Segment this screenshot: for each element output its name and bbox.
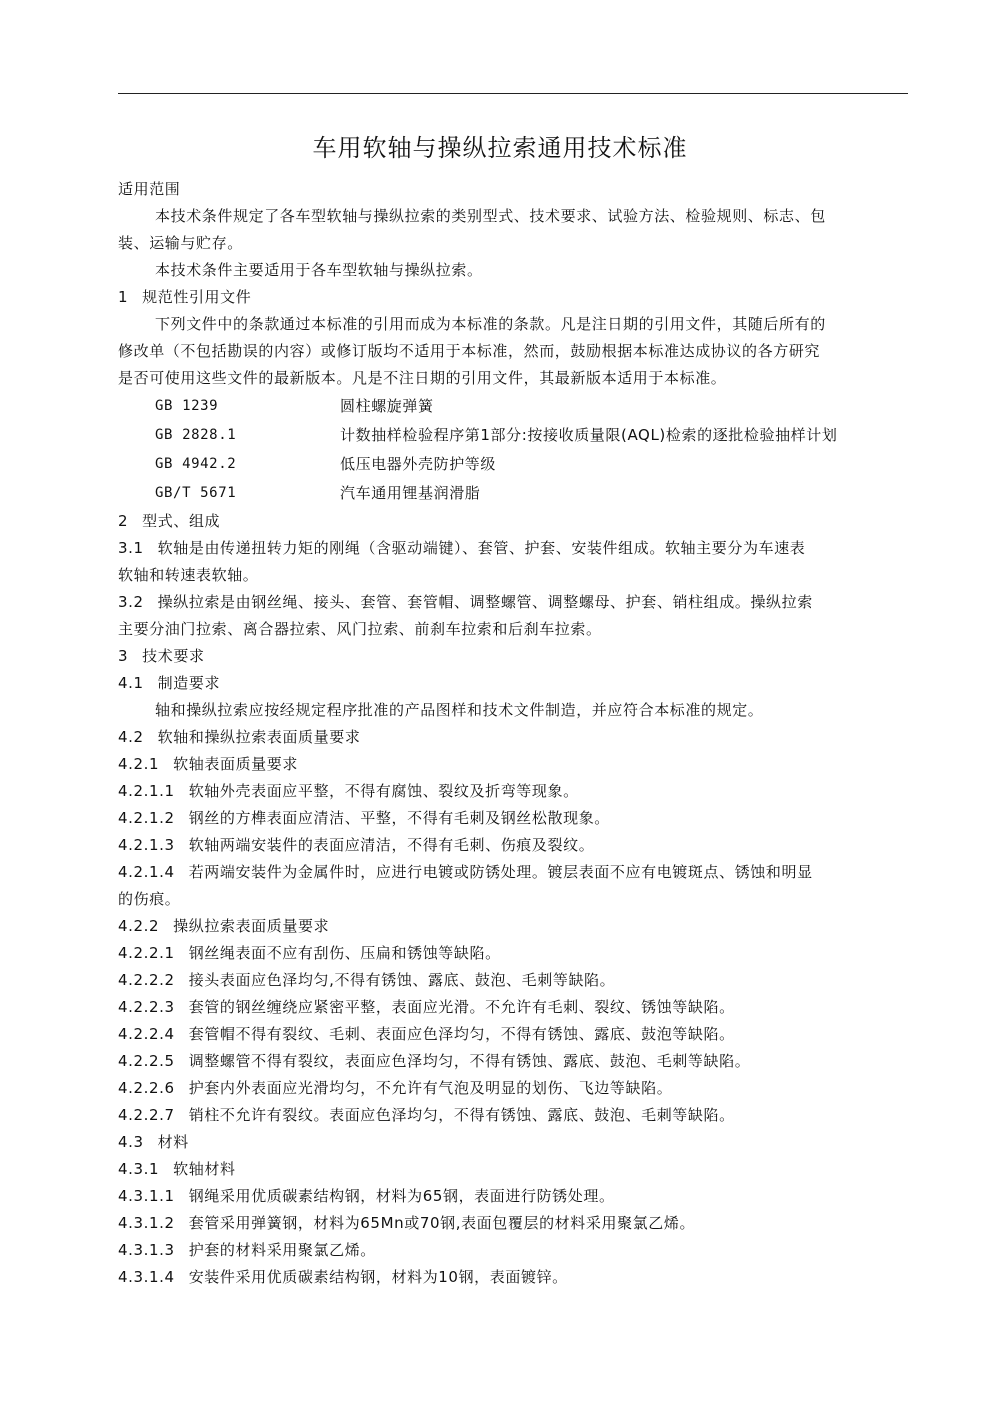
paragraph-line: 轴和操纵拉索应按经规定程序批准的产品图样和技术文件制造，并应符合本标准的规定。 <box>155 701 764 719</box>
section-heading-text: 材料 <box>157 1133 189 1151</box>
section-heading <box>118 751 908 778</box>
clause-text: 调整螺管不得有裂纹，表面应色泽均匀，不得有锈蚀、露底、鼓泡、毛刺等缺陷。 <box>188 1052 751 1070</box>
clause-line <box>118 940 908 967</box>
section-heading <box>118 913 908 940</box>
reference-row <box>118 421 908 450</box>
clause-number: 4.3.1.3 <box>118 1241 175 1259</box>
clause-line <box>118 1237 908 1264</box>
section-heading <box>118 643 908 670</box>
section-heading-text: 软轴表面质量要求 <box>173 755 298 773</box>
reference-code: GB 1239 <box>155 398 219 414</box>
section-number: 1 <box>118 288 129 306</box>
clause-line <box>118 1183 908 1210</box>
reference-row <box>118 479 908 508</box>
clause-line <box>118 1048 908 1075</box>
clause-number: 4.2.2.6 <box>118 1079 175 1097</box>
clause-text: 操纵拉索是由钢丝绳、接头、套管、套管帽、调整螺管、调整螺母、护套、销柱组成。操纵拉索 <box>157 593 813 611</box>
clause-number: 4.2.2.7 <box>118 1106 175 1124</box>
clause-text: 的伤痕。 <box>118 890 181 908</box>
clause-number: 4.2.1.4 <box>118 863 175 881</box>
reference-name: 圆柱螺旋弹簧 <box>340 397 434 415</box>
header-rule <box>118 93 908 94</box>
clause-text: 钢丝绳表面不应有刮伤、压扁和锈蚀等缺陷。 <box>188 944 501 962</box>
section-heading-text: 操纵拉索表面质量要求 <box>173 917 330 935</box>
section-heading-text: 软轴和操纵拉索表面质量要求 <box>157 728 361 746</box>
clause-text: 套管帽不得有裂纹、毛刺、表面应色泽均匀，不得有锈蚀、露底、鼓泡等缺陷。 <box>188 1025 735 1043</box>
clause-text: 钢丝的方榫表面应清洁、平整，不得有毛刺及钢丝松散现象。 <box>188 809 610 827</box>
paragraph-line: 本技术条件规定了各车型软轴与操纵拉索的类别型式、技术要求、试验方法、检验规则、标志、包 <box>155 207 826 225</box>
clause-line <box>118 1021 908 1048</box>
reference-name: 低压电器外壳防护等级 <box>340 455 497 473</box>
paragraph-line: 本技术条件主要适用于各车型软轴与操纵拉索。 <box>155 261 483 279</box>
clause-number: 4.2.2.5 <box>118 1052 175 1070</box>
clause-number: 3.2 <box>118 593 144 611</box>
section-heading-text: 规范性引用文件 <box>142 288 252 306</box>
clause-number: 4.3.1.4 <box>118 1268 175 1286</box>
section-number: 4.3.1 <box>118 1160 160 1178</box>
clause-line <box>118 832 908 859</box>
section-heading <box>118 508 908 535</box>
section-heading <box>118 1156 908 1183</box>
clause-text: 接头表面应色泽均匀,不得有锈蚀、露底、鼓泡、毛刺等缺陷。 <box>188 971 616 989</box>
clause-number: 4.3.1.2 <box>118 1214 175 1232</box>
section-heading-text: 技术要求 <box>142 647 205 665</box>
clause-line <box>118 616 908 643</box>
clause-number: 4.2.1.1 <box>118 782 175 800</box>
clause-line <box>118 967 908 994</box>
section-number: 4.3 <box>118 1133 144 1151</box>
clause-number: 3.1 <box>118 539 144 557</box>
section-heading-text: 适用范围 <box>118 180 181 198</box>
paragraph-line: 装、运输与贮存。 <box>118 234 243 252</box>
section-number: 3 <box>118 647 129 665</box>
section-heading <box>118 1129 908 1156</box>
reference-code: GB 4942.2 <box>155 456 237 472</box>
clause-text: 主要分油门拉索、离合器拉索、风门拉索、前刹车拉索和后刹车拉索。 <box>118 620 602 638</box>
reference-name: 计数抽样检验程序第1部分:按接收质量限(AQL)检索的逐批检验抽样计划 <box>340 426 838 444</box>
section-heading-text: 型式、组成 <box>142 512 221 530</box>
reference-name: 汽车通用锂基润滑脂 <box>340 484 481 502</box>
reference-row <box>118 450 908 479</box>
section-number: 4.2 <box>118 728 144 746</box>
reference-code: GB 2828.1 <box>155 427 237 443</box>
clause-line <box>118 1264 908 1291</box>
clause-number: 4.2.2.1 <box>118 944 175 962</box>
section-heading <box>118 284 908 311</box>
clause-number: 4.2.1.3 <box>118 836 175 854</box>
clause-line <box>118 805 908 832</box>
document-body <box>118 176 908 1291</box>
section-number: 4.2.2 <box>118 917 160 935</box>
section-number: 4.1 <box>118 674 144 692</box>
section-heading-text: 制造要求 <box>157 674 221 692</box>
clause-line <box>118 535 908 562</box>
clause-line <box>118 589 908 616</box>
clause-text: 护套内外表面应光滑均匀，不允许有气泡及明显的划伤、飞边等缺陷。 <box>188 1079 673 1097</box>
section-heading <box>118 724 908 751</box>
clause-number: 4.2.1.2 <box>118 809 175 827</box>
section-heading-text: 软轴材料 <box>173 1160 236 1178</box>
section-heading <box>118 176 908 203</box>
clause-text: 套管的钢丝缠绕应紧密平整，表面应光滑。不允许有毛刺、裂纹、锈蚀等缺陷。 <box>188 998 735 1016</box>
clause-text: 软轴外壳表面应平整，不得有腐蚀、裂纹及折弯等现象。 <box>188 782 579 800</box>
section-number: 4.2.1 <box>118 755 160 773</box>
clause-text: 若两端安装件为金属件时，应进行电镀或防锈处理。镀层表面不应有电镀斑点、锈蚀和明显 <box>188 863 813 881</box>
clause-text: 套管采用弹簧钢，材料为65Mn或70钢,表面包覆层的材料采用聚氯乙烯。 <box>188 1214 696 1232</box>
clause-text: 安装件采用优质碳素结构钢，材料为10钢，表面镀锌。 <box>188 1268 568 1286</box>
clause-line <box>118 859 908 886</box>
clause-number: 4.2.2.2 <box>118 971 175 989</box>
section-number: 2 <box>118 512 129 530</box>
clause-line <box>118 1075 908 1102</box>
clause-text: 软轴和转速表软轴。 <box>118 566 259 584</box>
reference-code: GB/T 5671 <box>155 485 237 501</box>
paragraph-line: 下列文件中的条款通过本标准的引用而成为本标准的条款。凡是注日期的引用文件，其随后所有的 <box>155 315 826 333</box>
clause-line <box>118 1210 908 1237</box>
clause-line <box>118 886 908 913</box>
clause-text: 销柱不允许有裂纹。表面应色泽均匀，不得有锈蚀、露底、鼓泡、毛刺等缺陷。 <box>188 1106 735 1124</box>
clause-text: 软轴两端安装件的表面应清洁，不得有毛刺、伤痕及裂纹。 <box>188 836 595 854</box>
paragraph-line: 修改单（不包括勘误的内容）或修订版均不适用于本标准，然而，鼓励根据本标准达成协议的各方研究 <box>118 342 821 360</box>
clause-line <box>118 994 908 1021</box>
reference-row <box>118 392 908 421</box>
clause-number: 4.2.2.4 <box>118 1025 175 1043</box>
clause-text: 软轴是由传递扭转力矩的刚绳（含驱动端键）、套管、护套、安装件组成。软轴主要分为车速表 <box>157 539 806 557</box>
clause-line <box>118 562 908 589</box>
clause-number: 4.3.1.1 <box>118 1187 175 1205</box>
section-heading <box>118 670 908 697</box>
document-title: 车用软轴与操纵拉索通用技术标准 <box>312 134 688 162</box>
paragraph-line: 是否可使用这些文件的最新版本。凡是不注日期的引用文件，其最新版本适用于本标准。 <box>118 369 727 387</box>
clause-number: 4.2.2.3 <box>118 998 175 1016</box>
clause-line <box>118 778 908 805</box>
clause-text: 护套的材料采用聚氯乙烯。 <box>188 1241 376 1259</box>
clause-text: 钢绳采用优质碳素结构钢，材料为65钢，表面进行防锈处理。 <box>188 1187 615 1205</box>
clause-line <box>118 1102 908 1129</box>
